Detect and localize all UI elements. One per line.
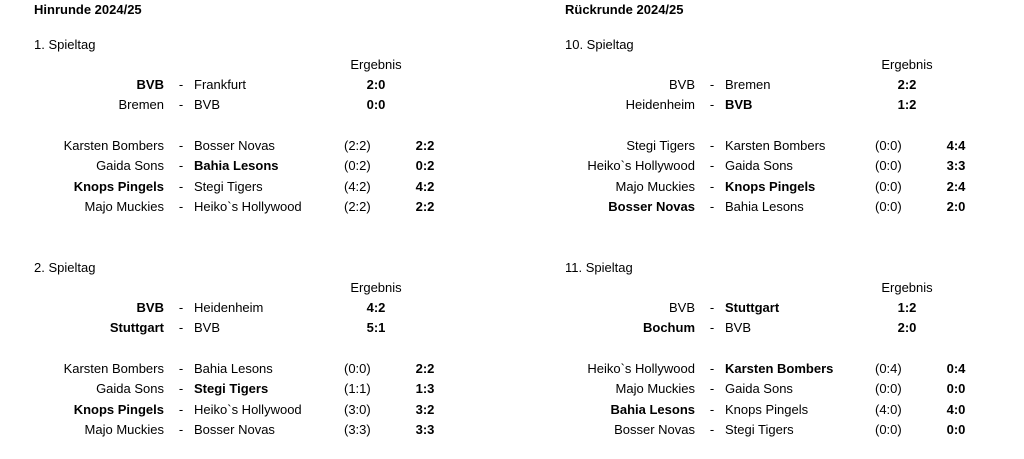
matchday-label: 2. Spieltag <box>34 260 96 275</box>
match-separator: - <box>709 320 715 335</box>
match-separator: - <box>709 179 715 194</box>
away-team: Bosser Novas <box>194 138 275 153</box>
league-match-row <box>0 179 480 199</box>
final-score: 4:4 <box>946 138 966 153</box>
league-match-row <box>0 402 480 422</box>
halftime-score: (0:0) <box>875 158 902 173</box>
league-match-row <box>0 199 480 219</box>
away-team: Heidenheim <box>194 300 264 315</box>
bundesliga-match-row <box>531 300 1011 320</box>
home-team: Bremen <box>118 97 164 112</box>
away-team: Bahia Lesons <box>725 199 804 214</box>
home-team: Bahia Lesons <box>610 402 695 417</box>
home-team: BVB <box>136 77 164 92</box>
away-team: Gaida Sons <box>725 381 793 396</box>
away-team: Knops Pingels <box>725 179 816 194</box>
home-team: Gaida Sons <box>96 158 164 173</box>
league-match-row <box>531 402 1011 422</box>
halftime-score: (4:0) <box>875 402 902 417</box>
season-title: Rückrunde 2024/25 <box>565 2 684 17</box>
final-score: 2:0 <box>946 199 966 214</box>
away-team: Bahia Lesons <box>194 361 273 376</box>
bundesliga-match-row <box>0 97 480 117</box>
home-team: Stuttgart <box>109 320 164 335</box>
match-separator: - <box>178 138 184 153</box>
match-separator: - <box>178 422 184 437</box>
halftime-score: (3:3) <box>344 422 371 437</box>
home-team: Karsten Bombers <box>63 361 164 376</box>
final-score: 2:2 <box>415 199 435 214</box>
away-team: Frankfurt <box>194 77 247 92</box>
home-team: Karsten Bombers <box>63 138 164 153</box>
match-separator: - <box>709 422 715 437</box>
halftime-score: (1:1) <box>344 381 371 396</box>
bundesliga-match-row <box>0 300 480 320</box>
match-separator: - <box>709 77 715 92</box>
result-header: Ergebnis <box>350 57 402 72</box>
match-separator: - <box>709 402 715 417</box>
match-separator: - <box>709 199 715 214</box>
final-score: 2:0 <box>366 77 386 92</box>
league-match-row <box>0 138 480 158</box>
bundesliga-match-row <box>0 320 480 340</box>
league-match-row <box>0 158 480 178</box>
match-separator: - <box>709 138 715 153</box>
match-separator: - <box>178 77 184 92</box>
result-header: Ergebnis <box>881 57 933 72</box>
final-score: 3:3 <box>415 422 435 437</box>
home-team: Majo Muckies <box>615 381 695 396</box>
bundesliga-match-row <box>531 77 1011 97</box>
final-score: 1:2 <box>897 97 917 112</box>
match-separator: - <box>178 320 184 335</box>
result-header: Ergebnis <box>350 280 402 295</box>
league-match-row <box>531 422 1011 442</box>
matchday-label: 10. Spieltag <box>565 37 634 52</box>
home-team: BVB <box>668 77 695 92</box>
match-separator: - <box>178 300 184 315</box>
league-match-row <box>0 422 480 442</box>
halftime-score: (0:0) <box>875 422 902 437</box>
away-team: Stegi Tigers <box>194 381 269 396</box>
match-separator: - <box>709 381 715 396</box>
final-score: 1:3 <box>415 381 435 396</box>
away-team: Heiko`s Hollywood <box>194 402 302 417</box>
league-match-row <box>531 179 1011 199</box>
halftime-score: (0:0) <box>344 361 371 376</box>
result-header: Ergebnis <box>881 280 933 295</box>
home-team: Gaida Sons <box>96 381 164 396</box>
away-team: Bremen <box>725 77 771 92</box>
final-score: 0:2 <box>415 158 435 173</box>
halftime-score: (0:0) <box>875 138 902 153</box>
final-score: 2:4 <box>946 179 966 194</box>
home-team: BVB <box>136 300 164 315</box>
match-separator: - <box>178 199 184 214</box>
home-team: Heiko`s Hollywood <box>587 158 695 173</box>
home-team: Majo Muckies <box>615 179 695 194</box>
matchday-label: 11. Spieltag <box>565 260 633 275</box>
match-separator: - <box>178 361 184 376</box>
home-team: BVB <box>668 300 695 315</box>
final-score: 0:0 <box>946 422 966 437</box>
home-team: Bosser Novas <box>614 422 695 437</box>
match-separator: - <box>178 381 184 396</box>
halftime-score: (0:0) <box>875 199 902 214</box>
final-score: 3:2 <box>415 402 435 417</box>
match-separator: - <box>709 97 715 112</box>
league-match-row <box>531 199 1011 219</box>
match-separator: - <box>709 361 715 376</box>
match-separator: - <box>709 300 715 315</box>
bundesliga-match-row <box>531 97 1011 117</box>
final-score: 2:0 <box>897 320 917 335</box>
final-score: 1:2 <box>897 300 917 315</box>
home-team: Knops Pingels <box>73 179 164 194</box>
final-score: 0:0 <box>366 97 386 112</box>
halftime-score: (0:0) <box>875 381 902 396</box>
away-team: BVB <box>194 97 221 112</box>
halftime-score: (4:2) <box>344 179 371 194</box>
final-score: 2:2 <box>415 361 435 376</box>
final-score: 4:2 <box>366 300 386 315</box>
league-match-row <box>0 381 480 401</box>
away-team: BVB <box>194 320 221 335</box>
league-match-row <box>0 361 480 381</box>
home-team: Bosser Novas <box>608 199 695 214</box>
home-team: Knops Pingels <box>73 402 164 417</box>
league-match-row <box>531 158 1011 178</box>
away-team: BVB <box>725 320 752 335</box>
halftime-score: (2:2) <box>344 138 371 153</box>
final-score: 4:0 <box>946 402 966 417</box>
home-team: Majo Muckies <box>84 199 164 214</box>
home-team: Bochum <box>643 320 695 335</box>
home-team: Heidenheim <box>625 97 695 112</box>
away-team: Karsten Bombers <box>725 361 834 376</box>
match-separator: - <box>178 179 184 194</box>
final-score: 0:0 <box>946 381 966 396</box>
away-team: Gaida Sons <box>725 158 793 173</box>
away-team: Karsten Bombers <box>725 138 826 153</box>
season-title: Hinrunde 2024/25 <box>34 2 142 17</box>
final-score: 2:2 <box>897 77 917 92</box>
home-team: Heiko`s Hollywood <box>587 361 695 376</box>
halftime-score: (0:0) <box>875 179 902 194</box>
halftime-score: (2:2) <box>344 199 371 214</box>
final-score: 0:4 <box>946 361 966 376</box>
bundesliga-match-row <box>0 77 480 97</box>
final-score: 2:2 <box>415 138 435 153</box>
away-team: Bosser Novas <box>194 422 275 437</box>
away-team: Bahia Lesons <box>194 158 279 173</box>
final-score: 3:3 <box>946 158 966 173</box>
match-separator: - <box>178 402 184 417</box>
halftime-score: (0:4) <box>875 361 902 376</box>
halftime-score: (3:0) <box>344 402 371 417</box>
bundesliga-match-row <box>531 320 1011 340</box>
match-separator: - <box>709 158 715 173</box>
league-match-row <box>531 381 1011 401</box>
match-separator: - <box>178 97 184 112</box>
final-score: 5:1 <box>366 320 386 335</box>
away-team: Knops Pingels <box>725 402 809 417</box>
home-team: Stegi Tigers <box>626 138 695 153</box>
home-team: Majo Muckies <box>84 422 164 437</box>
away-team: BVB <box>725 97 753 112</box>
league-match-row <box>531 138 1011 158</box>
away-team: Stuttgart <box>725 300 780 315</box>
league-match-row <box>531 361 1011 381</box>
away-team: Stegi Tigers <box>194 179 263 194</box>
matchday-label: 1. Spieltag <box>34 37 96 52</box>
match-separator: - <box>178 158 184 173</box>
halftime-score: (0:2) <box>344 158 371 173</box>
away-team: Heiko`s Hollywood <box>194 199 302 214</box>
away-team: Stegi Tigers <box>725 422 794 437</box>
final-score: 4:2 <box>415 179 435 194</box>
